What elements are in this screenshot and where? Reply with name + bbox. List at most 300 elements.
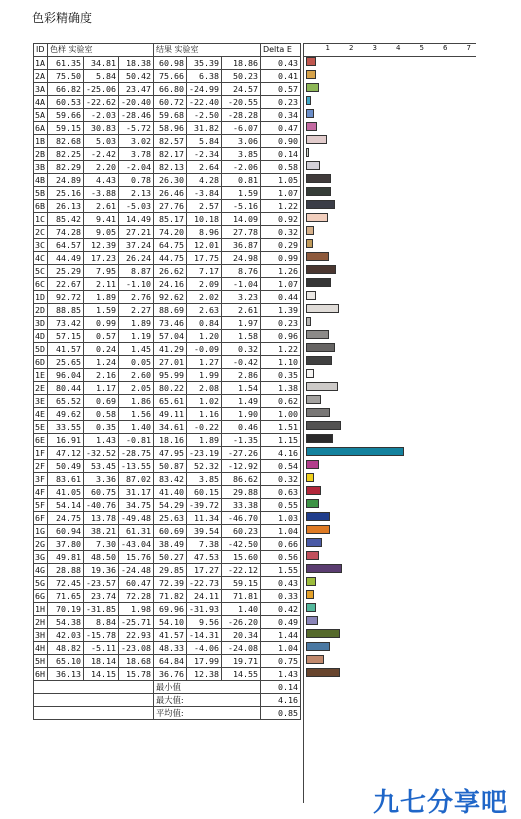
sample-a: -40.76: [84, 499, 119, 512]
sample-l: 82.25: [48, 148, 84, 161]
sample-l: 83.61: [48, 473, 84, 486]
row-id: 4H: [34, 642, 48, 655]
result-b: -5.16: [221, 200, 260, 213]
watermark-logo: 九七分享吧: [373, 788, 509, 818]
sample-l: 61.35: [48, 57, 84, 70]
delta-e: 0.49: [260, 616, 300, 629]
result-b: 29.88: [221, 486, 260, 499]
result-l: 50.87: [153, 460, 186, 473]
sample-b: 18.68: [118, 655, 153, 668]
sample-b: 26.24: [118, 252, 153, 265]
row-id: 6C: [34, 278, 48, 291]
delta-e: 0.43: [260, 577, 300, 590]
summary-blank: [34, 694, 154, 707]
delta-e: 1.26: [260, 265, 300, 278]
delta-bar: [306, 486, 321, 495]
table-row: [34, 369, 301, 382]
result-l: 60.98: [153, 57, 186, 70]
result-a: -39.72: [186, 499, 221, 512]
result-b: -2.06: [221, 161, 260, 174]
sample-a: -2.03: [84, 109, 119, 122]
sample-b: -20.40: [118, 96, 153, 109]
delta-e: 1.39: [260, 304, 300, 317]
result-b: 2.86: [221, 369, 260, 382]
sample-a: 5.03: [84, 135, 119, 148]
delta-e: 1.55: [260, 564, 300, 577]
sample-b: 15.78: [118, 668, 153, 681]
row-id: 6D: [34, 356, 48, 369]
sample-l: 24.75: [48, 512, 84, 525]
delta-bar: [306, 395, 321, 404]
sample-l: 25.16: [48, 187, 84, 200]
sample-b: 60.47: [118, 577, 153, 590]
result-l: 75.66: [153, 70, 186, 83]
result-l: 64.84: [153, 655, 186, 668]
sample-a: -32.52: [84, 447, 119, 460]
sample-b: 2.76: [118, 291, 153, 304]
result-b: 2.61: [221, 304, 260, 317]
result-l: 54.29: [153, 499, 186, 512]
table-row: [34, 317, 301, 330]
header-result: 结果 实验室: [153, 44, 260, 57]
table-row: [34, 434, 301, 447]
delta-bar: [306, 369, 314, 378]
result-a: 3.85: [186, 473, 221, 486]
result-b: 0.46: [221, 421, 260, 434]
sample-a: 9.41: [84, 213, 119, 226]
result-l: 41.57: [153, 629, 186, 642]
row-id: 2G: [34, 538, 48, 551]
delta-e: 1.15: [260, 434, 300, 447]
result-b: 20.34: [221, 629, 260, 642]
delta-bar: [306, 291, 316, 300]
delta-bar: [306, 304, 339, 313]
result-l: 60.69: [153, 525, 186, 538]
table-row: [34, 395, 301, 408]
result-a: 6.38: [186, 70, 221, 83]
row-id: 3G: [34, 551, 48, 564]
delta-e: 0.55: [260, 499, 300, 512]
sample-l: 88.85: [48, 304, 84, 317]
sample-l: 33.55: [48, 421, 84, 434]
sample-l: 42.03: [48, 629, 84, 642]
sample-l: 22.67: [48, 278, 84, 291]
sample-l: 60.53: [48, 96, 84, 109]
table-row: [34, 577, 301, 590]
sample-a: 3.36: [84, 473, 119, 486]
summary-label: 平均值:: [153, 707, 260, 720]
result-b: 24.98: [221, 252, 260, 265]
sample-b: -13.55: [118, 460, 153, 473]
delta-bar: [306, 577, 316, 586]
sample-b: -28.75: [118, 447, 153, 460]
result-a: 35.39: [186, 57, 221, 70]
result-l: 83.42: [153, 473, 186, 486]
row-id: 1B: [34, 135, 48, 148]
sample-l: 64.57: [48, 239, 84, 252]
result-l: 36.76: [153, 668, 186, 681]
row-id: 1E: [34, 369, 48, 382]
result-a: 5.84: [186, 135, 221, 148]
delta-e: 0.44: [260, 291, 300, 304]
sample-b: 8.87: [118, 265, 153, 278]
delta-e: 1.44: [260, 629, 300, 642]
sample-l: 82.68: [48, 135, 84, 148]
result-a: 1.16: [186, 408, 221, 421]
sample-b: -0.81: [118, 434, 153, 447]
delta-bar: [306, 356, 332, 365]
result-a: 17.99: [186, 655, 221, 668]
sample-a: -22.62: [84, 96, 119, 109]
sample-l: 71.65: [48, 590, 84, 603]
delta-e: 1.22: [260, 343, 300, 356]
sample-l: 96.04: [48, 369, 84, 382]
row-id: 2H: [34, 616, 48, 629]
row-id: 6G: [34, 590, 48, 603]
table-row: [34, 109, 301, 122]
sample-b: -1.10: [118, 278, 153, 291]
table-row: [34, 226, 301, 239]
result-b: -46.70: [221, 512, 260, 525]
row-id: 6E: [34, 434, 48, 447]
sample-b: -28.46: [118, 109, 153, 122]
delta-bar: [306, 499, 319, 508]
delta-e: 0.32: [260, 226, 300, 239]
result-b: -1.35: [221, 434, 260, 447]
result-a: -24.99: [186, 83, 221, 96]
result-a: 52.32: [186, 460, 221, 473]
sample-b: -49.48: [118, 512, 153, 525]
sample-l: 36.13: [48, 668, 84, 681]
sample-a: 53.45: [84, 460, 119, 473]
axis-tick: 2: [349, 44, 354, 52]
axis-tick: 5: [419, 44, 424, 52]
delta-e: 1.51: [260, 421, 300, 434]
delta-e: 0.29: [260, 239, 300, 252]
delta-e: 0.66: [260, 538, 300, 551]
result-l: 29.85: [153, 564, 186, 577]
delta-bar: [306, 109, 314, 118]
row-id: 1D: [34, 291, 48, 304]
delta-e: 0.62: [260, 395, 300, 408]
sample-b: 14.49: [118, 213, 153, 226]
row-id: 2A: [34, 70, 48, 83]
delta-bar: [306, 57, 316, 66]
sample-b: 15.76: [118, 551, 153, 564]
sample-l: 59.15: [48, 122, 84, 135]
result-l: 44.75: [153, 252, 186, 265]
sample-a: 34.81: [84, 57, 119, 70]
sample-a: 1.24: [84, 356, 119, 369]
result-b: -1.04: [221, 278, 260, 291]
result-l: 49.11: [153, 408, 186, 421]
row-id: 3A: [34, 83, 48, 96]
delta-e: 0.32: [260, 473, 300, 486]
result-b: -28.28: [221, 109, 260, 122]
result-b: 24.57: [221, 83, 260, 96]
sample-b: 2.13: [118, 187, 153, 200]
delta-bar-chart: [303, 43, 476, 803]
delta-bar: [306, 135, 327, 144]
summary-row: [34, 707, 301, 720]
row-id: 4F: [34, 486, 48, 499]
sample-b: -23.08: [118, 642, 153, 655]
result-l: 72.39: [153, 577, 186, 590]
delta-e: 0.58: [260, 161, 300, 174]
sample-b: 3.78: [118, 148, 153, 161]
row-id: 4D: [34, 330, 48, 343]
result-l: 60.72: [153, 96, 186, 109]
delta-e: 0.96: [260, 330, 300, 343]
sample-a: 17.23: [84, 252, 119, 265]
sample-b: 1.40: [118, 421, 153, 434]
delta-e: 1.07: [260, 187, 300, 200]
sample-a: -5.11: [84, 642, 119, 655]
sample-b: 31.17: [118, 486, 153, 499]
delta-bar: [306, 226, 314, 235]
result-b: 1.58: [221, 330, 260, 343]
row-id: 4A: [34, 96, 48, 109]
axis-tick: 4: [396, 44, 401, 52]
delta-bar: [306, 343, 335, 352]
delta-bar: [306, 265, 336, 274]
table-row: [34, 629, 301, 642]
delta-bar: [306, 122, 317, 131]
table-row: [34, 564, 301, 577]
sample-l: 54.38: [48, 616, 84, 629]
delta-bar: [306, 590, 314, 599]
summary-blank: [34, 681, 154, 694]
table-row: [34, 304, 301, 317]
row-id: 1A: [34, 57, 48, 70]
table-row: [34, 135, 301, 148]
delta-bar: [306, 642, 330, 651]
sample-a: 18.14: [84, 655, 119, 668]
result-b: 60.23: [221, 525, 260, 538]
result-a: -22.40: [186, 96, 221, 109]
row-id: 5E: [34, 421, 48, 434]
sample-b: 61.31: [118, 525, 153, 538]
row-id: 4B: [34, 174, 48, 187]
header-sample: 色样 实验室: [48, 44, 154, 57]
result-b: 3.85: [221, 148, 260, 161]
sample-l: 54.14: [48, 499, 84, 512]
row-id: 6B: [34, 200, 48, 213]
row-id: 4C: [34, 252, 48, 265]
summary-label: 最小值: [153, 681, 260, 694]
result-a: 39.54: [186, 525, 221, 538]
table-row: [34, 70, 301, 83]
summary-row: [34, 681, 301, 694]
table-row: [34, 356, 301, 369]
sample-a: 1.43: [84, 434, 119, 447]
table-row: [34, 421, 301, 434]
table-row: [34, 408, 301, 421]
table-row: [34, 590, 301, 603]
delta-e: 0.43: [260, 57, 300, 70]
delta-bar: [306, 408, 330, 417]
sample-l: 24.89: [48, 174, 84, 187]
result-a: -4.06: [186, 642, 221, 655]
sample-a: -25.06: [84, 83, 119, 96]
sample-a: 1.59: [84, 304, 119, 317]
sample-l: 41.57: [48, 343, 84, 356]
header-delta: Delta E: [260, 44, 300, 57]
sample-a: 2.20: [84, 161, 119, 174]
sample-a: 19.36: [84, 564, 119, 577]
result-a: 2.63: [186, 304, 221, 317]
row-id: 5D: [34, 343, 48, 356]
sample-l: 73.42: [48, 317, 84, 330]
sample-b: 37.24: [118, 239, 153, 252]
sample-a: 38.21: [84, 525, 119, 538]
axis-tick: 6: [443, 44, 448, 52]
row-id: 3D: [34, 317, 48, 330]
row-id: 1G: [34, 525, 48, 538]
result-a: 2.64: [186, 161, 221, 174]
delta-bar: [306, 616, 318, 625]
table-row: [34, 96, 301, 109]
row-id: 3H: [34, 629, 48, 642]
sample-l: 59.66: [48, 109, 84, 122]
sample-l: 28.88: [48, 564, 84, 577]
result-l: 27.01: [153, 356, 186, 369]
sample-l: 25.65: [48, 356, 84, 369]
result-l: 24.16: [153, 278, 186, 291]
sample-b: 72.28: [118, 590, 153, 603]
result-a: 1.02: [186, 395, 221, 408]
result-a: 12.01: [186, 239, 221, 252]
table-row: [34, 187, 301, 200]
result-b: 36.87: [221, 239, 260, 252]
sample-a: 0.69: [84, 395, 119, 408]
sample-a: -3.88: [84, 187, 119, 200]
result-b: -12.92: [221, 460, 260, 473]
result-a: -14.31: [186, 629, 221, 642]
table-row: [34, 330, 301, 343]
result-b: 0.81: [221, 174, 260, 187]
row-id: 6H: [34, 668, 48, 681]
delta-bar: [306, 213, 328, 222]
delta-e: 0.23: [260, 317, 300, 330]
row-id: 1H: [34, 603, 48, 616]
delta-e: 1.04: [260, 525, 300, 538]
result-a: 17.27: [186, 564, 221, 577]
result-b: 33.38: [221, 499, 260, 512]
row-id: 4E: [34, 408, 48, 421]
result-l: 69.96: [153, 603, 186, 616]
table-row: [34, 161, 301, 174]
result-l: 82.17: [153, 148, 186, 161]
color-accuracy-table: [33, 43, 301, 720]
sample-b: 87.02: [118, 473, 153, 486]
summary-value: 0.85: [260, 707, 300, 720]
sample-l: 80.44: [48, 382, 84, 395]
delta-e: 0.99: [260, 252, 300, 265]
delta-e: 0.23: [260, 96, 300, 109]
result-l: 66.80: [153, 83, 186, 96]
sample-b: 22.93: [118, 629, 153, 642]
result-l: 58.96: [153, 122, 186, 135]
result-b: 1.40: [221, 603, 260, 616]
result-a: 60.15: [186, 486, 221, 499]
delta-e: 1.03: [260, 512, 300, 525]
sample-l: 85.42: [48, 213, 84, 226]
result-l: 57.04: [153, 330, 186, 343]
result-l: 50.27: [153, 551, 186, 564]
result-b: -0.42: [221, 356, 260, 369]
result-l: 27.76: [153, 200, 186, 213]
delta-e: 1.04: [260, 642, 300, 655]
table-row: [34, 83, 301, 96]
row-id: 5A: [34, 109, 48, 122]
delta-bar: [306, 161, 320, 170]
result-b: 86.62: [221, 473, 260, 486]
result-b: 1.97: [221, 317, 260, 330]
summary-row: [34, 694, 301, 707]
result-l: 65.61: [153, 395, 186, 408]
result-a: -3.84: [186, 187, 221, 200]
row-id: 3C: [34, 239, 48, 252]
result-a: 1.99: [186, 369, 221, 382]
result-b: -42.50: [221, 538, 260, 551]
delta-e: 1.10: [260, 356, 300, 369]
table-row: [34, 603, 301, 616]
result-l: 26.62: [153, 265, 186, 278]
delta-e: 0.42: [260, 603, 300, 616]
result-l: 85.17: [153, 213, 186, 226]
row-id: 2C: [34, 226, 48, 239]
result-a: 7.38: [186, 538, 221, 551]
result-b: 1.54: [221, 382, 260, 395]
row-id: 3E: [34, 395, 48, 408]
table-row: [34, 200, 301, 213]
sample-b: 23.47: [118, 83, 153, 96]
table-row: [34, 655, 301, 668]
sample-a: 2.11: [84, 278, 119, 291]
result-a: -2.50: [186, 109, 221, 122]
sample-a: 23.74: [84, 590, 119, 603]
result-l: 25.63: [153, 512, 186, 525]
result-b: 1.59: [221, 187, 260, 200]
delta-axis: [304, 43, 476, 57]
delta-e: 0.34: [260, 109, 300, 122]
sample-l: 60.94: [48, 525, 84, 538]
table-row: [34, 486, 301, 499]
table-row: [34, 122, 301, 135]
delta-bar: [306, 148, 309, 157]
table-row: [34, 174, 301, 187]
sample-b: 34.75: [118, 499, 153, 512]
table-row: [34, 252, 301, 265]
result-l: 47.95: [153, 447, 186, 460]
result-b: 3.23: [221, 291, 260, 304]
result-b: 19.71: [221, 655, 260, 668]
sample-a: 0.24: [84, 343, 119, 356]
sample-l: 37.80: [48, 538, 84, 551]
delta-e: 0.33: [260, 590, 300, 603]
row-id: 6A: [34, 122, 48, 135]
sample-b: -24.48: [118, 564, 153, 577]
result-a: -0.09: [186, 343, 221, 356]
sample-l: 65.52: [48, 395, 84, 408]
sample-a: 30.83: [84, 122, 119, 135]
delta-bar: [306, 460, 319, 469]
row-id: 5C: [34, 265, 48, 278]
table-row: [34, 499, 301, 512]
result-b: 27.78: [221, 226, 260, 239]
page-title: 色彩精确度: [32, 11, 93, 25]
